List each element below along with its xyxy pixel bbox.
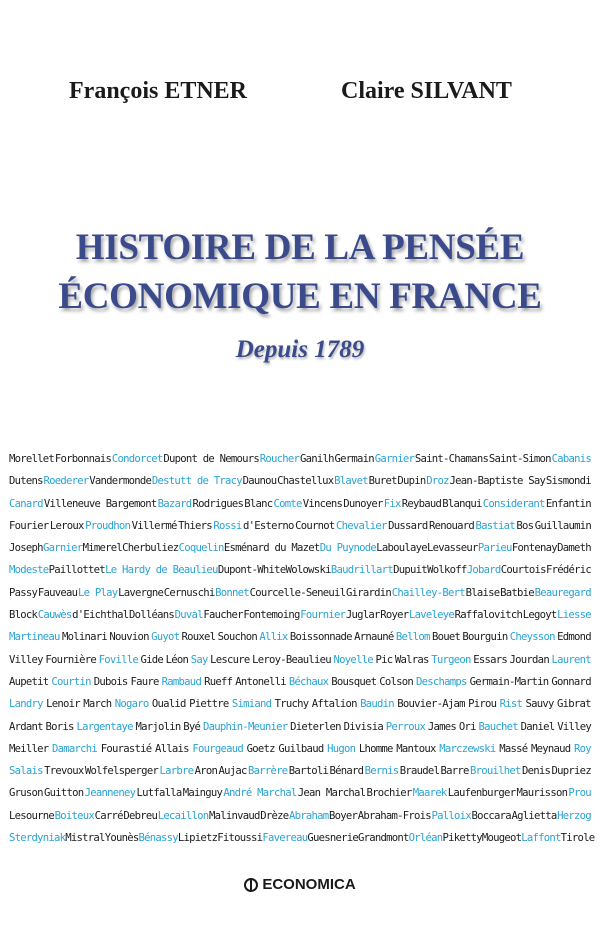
economist-name: Hugon xyxy=(327,742,356,755)
economist-name: Allix xyxy=(259,631,288,644)
economist-name: Courtois xyxy=(500,564,546,577)
economist-name: Juglar xyxy=(345,609,380,622)
economist-name: Droz xyxy=(426,475,449,488)
economist-name: Leroy-Beaulieu xyxy=(252,653,331,666)
economist-name: Guilbaud xyxy=(278,742,324,755)
economist-name: Courtin xyxy=(51,675,91,688)
economist-name: Lavergne xyxy=(118,586,164,599)
economist-name: Byé xyxy=(183,720,201,733)
economist-name: Foville xyxy=(98,653,138,666)
economist-name: Renouard xyxy=(428,519,475,532)
economist-name: Léon xyxy=(165,653,189,666)
economist-name: Mistral xyxy=(65,832,105,845)
author-etner: François ETNER xyxy=(69,78,248,104)
economist-name: Jean Marchal xyxy=(297,787,366,800)
economist-name: James xyxy=(427,720,457,733)
names-line xyxy=(9,559,591,581)
economist-name: Reybaud xyxy=(401,497,442,510)
economist-name: Villermé xyxy=(131,519,177,532)
economist-name: Sismondi xyxy=(545,475,591,488)
economist-name: Carré xyxy=(94,809,123,822)
economist-name: Cernuschi xyxy=(163,586,215,599)
economist-name: Passy xyxy=(9,586,38,599)
economist-name: Fauveau xyxy=(37,586,78,599)
economist-name: Blanc xyxy=(244,497,273,510)
economist-name: Fontemoing xyxy=(243,609,300,622)
economist-name: Roederer xyxy=(43,475,89,488)
publisher-name: ECONOMICA xyxy=(262,876,356,893)
economist-name: Walras xyxy=(394,653,429,666)
economist-name: Allais xyxy=(154,742,189,755)
economist-name: Courcelle-Seneuil xyxy=(249,586,346,599)
economist-name: Daunou xyxy=(242,475,277,488)
economist-name: Béchaux xyxy=(288,675,329,688)
economist-name: Bazard xyxy=(157,497,192,510)
economist-name: Lhomme xyxy=(358,742,393,755)
economist-name: Gruson xyxy=(9,787,43,800)
economist-names-block xyxy=(9,448,595,849)
economist-name: Wolfelsperger xyxy=(84,765,159,778)
economica-logo-icon xyxy=(244,878,258,892)
economist-name: Younès xyxy=(104,832,139,845)
economist-name: Bouvier-Ajam xyxy=(397,698,465,711)
economist-name: Raffalovitch xyxy=(454,609,523,622)
economist-name: Truchy xyxy=(274,698,309,711)
economist-name: Prou xyxy=(568,787,591,800)
economist-name: Bouet xyxy=(431,631,461,644)
economist-name: Bellom xyxy=(395,631,430,644)
economist-name: Barrère xyxy=(247,765,288,778)
names-line xyxy=(9,470,591,492)
economist-name: Debreu xyxy=(123,809,158,822)
economist-name: Grandmont xyxy=(358,832,409,845)
economist-name: Destutt de Tracy xyxy=(151,475,242,488)
economist-name: Blavet xyxy=(334,475,368,488)
economist-name: Boissonnade xyxy=(289,631,352,644)
author-silvant: Claire SILVANT xyxy=(341,78,512,104)
names-line xyxy=(9,604,591,626)
economist-name: Tirole xyxy=(560,832,595,845)
economist-name: Malinvaud xyxy=(208,809,260,822)
economist-name: Massé xyxy=(499,742,528,755)
economist-name: Faure xyxy=(130,675,159,688)
economist-name: March xyxy=(83,698,112,711)
economist-name: Dupont-White xyxy=(217,564,286,577)
economist-name: Morellet xyxy=(9,453,55,465)
economist-name: Dieterlen xyxy=(290,720,341,733)
economist-name: Fournier xyxy=(300,609,346,622)
publisher-logo xyxy=(0,876,600,893)
title-line-2: ÉCONOMIQUE EN FRANCE xyxy=(58,276,542,317)
economist-name: Braudel xyxy=(399,765,440,778)
economist-name: Canard xyxy=(9,497,43,510)
economist-name: Dolléans xyxy=(128,609,175,622)
economist-name: Rueff xyxy=(204,675,233,688)
economist-name: Condorcet xyxy=(111,453,163,465)
economist-name: Fourier xyxy=(9,519,49,532)
economist-name: Considerant xyxy=(482,497,545,510)
economist-name: Girardin xyxy=(346,586,392,599)
economist-name: Fitoussi xyxy=(217,832,263,845)
economist-name: Meiller xyxy=(9,742,49,755)
economist-name: Cabanis xyxy=(551,453,591,465)
economist-name: Cherbuliez xyxy=(122,542,179,555)
economist-name: Gibrat xyxy=(557,698,591,711)
economist-name: Buret xyxy=(368,475,397,488)
economist-name: Noyelle xyxy=(333,653,373,666)
economist-name: Maurisson xyxy=(516,787,568,800)
economist-name: Drèze xyxy=(260,809,289,822)
economist-name: Duval xyxy=(174,609,203,622)
economist-name: Saint-Chamans xyxy=(414,453,489,465)
economist-name: Laffont xyxy=(521,832,561,845)
economist-name: Marjolin xyxy=(135,720,181,733)
economist-name: Royer xyxy=(380,609,409,622)
economist-name: Bartoli xyxy=(288,765,329,778)
names-line xyxy=(9,782,591,804)
economist-name: Germain-Martin xyxy=(469,675,549,688)
economist-name: Fourgeaud xyxy=(192,742,244,755)
economist-name: Mainguy xyxy=(182,787,223,800)
economist-name: Roy xyxy=(573,742,591,755)
economist-name: Levasseur xyxy=(427,542,478,555)
names-line xyxy=(9,515,591,537)
economist-name: Cournot xyxy=(295,519,335,532)
economist-name: Coquelin xyxy=(178,542,224,555)
economist-name: Jeanneney xyxy=(84,787,136,800)
book-subtitle: Depuis 1789 xyxy=(235,336,365,363)
economist-name: Rist xyxy=(499,698,523,711)
economist-name: Fourastié xyxy=(100,742,152,755)
economist-name: Lesourne xyxy=(9,809,55,822)
names-line xyxy=(9,738,591,760)
economist-name: Perroux xyxy=(385,720,426,733)
economist-name: Oualid xyxy=(151,698,186,711)
names-line xyxy=(9,716,591,738)
economist-name: Sterdyniak xyxy=(9,832,66,845)
economist-name: Proudhon xyxy=(85,519,131,532)
economist-name: Bousquet xyxy=(331,675,377,688)
economist-name: Brouilhet xyxy=(470,765,521,778)
economist-name: Garnier xyxy=(42,542,83,555)
economist-name: Jobard xyxy=(466,564,501,577)
economist-name: Comte xyxy=(273,497,302,510)
economist-name: Landry xyxy=(9,698,43,711)
economist-name: Guitton xyxy=(44,787,84,800)
names-line xyxy=(9,827,595,849)
economist-name: Aftalion xyxy=(311,698,357,711)
economist-name: Martineau xyxy=(9,631,60,644)
economist-name: Dauphin-Meunier xyxy=(202,720,288,733)
economist-name: Barre xyxy=(440,765,469,778)
economist-name: Orléan xyxy=(408,832,443,845)
economist-name: Rossi xyxy=(213,519,242,532)
names-line xyxy=(9,649,591,671)
economist-name: Laveleye xyxy=(408,609,454,622)
economist-name: Vincens xyxy=(302,497,343,510)
economist-name: Arnauné xyxy=(354,631,394,644)
economist-name: Dupin xyxy=(397,475,426,488)
economist-name: Denis xyxy=(522,765,551,778)
economist-name: Dupriez xyxy=(551,765,591,778)
economist-name: Larbre xyxy=(159,765,194,778)
economist-name: Largentaye xyxy=(76,720,133,733)
economist-name: Bénassy xyxy=(138,832,178,845)
economist-name: Edmond xyxy=(557,631,591,644)
economist-name: Favereau xyxy=(262,832,308,845)
economist-name: Say xyxy=(190,653,208,666)
economist-name: Thiers xyxy=(178,519,212,532)
economist-name: Jean-Baptiste Say xyxy=(449,475,546,488)
economist-name: Aupetit xyxy=(9,675,49,688)
economist-name: Vandermonde xyxy=(89,475,152,488)
economist-name: Frédéric xyxy=(545,564,591,577)
economist-name: Dupuit xyxy=(393,564,427,577)
economist-name: Wolowski xyxy=(285,564,331,577)
economist-name: Laurent xyxy=(551,653,591,666)
economist-name: Aron xyxy=(194,765,218,778)
economist-name: Du Puynode xyxy=(319,542,376,555)
economist-name: Guillaumin xyxy=(534,519,591,532)
economist-name: Antonelli xyxy=(235,675,286,688)
economist-name: Garnier xyxy=(374,453,415,465)
economist-name: Ardant xyxy=(9,720,43,733)
names-line xyxy=(9,760,591,782)
economist-name: Guyot xyxy=(151,631,180,644)
names-line xyxy=(9,671,591,693)
economist-name: Piettre xyxy=(189,698,229,711)
authors xyxy=(0,78,600,110)
names-line xyxy=(9,805,591,827)
economist-name: Lipietz xyxy=(177,832,218,845)
economist-name: Cauwès xyxy=(37,609,72,622)
economist-name: Joseph xyxy=(9,542,43,555)
economist-name: Bourguin xyxy=(462,631,508,644)
economist-name: Beauregard xyxy=(534,586,591,599)
economist-name: Leroux xyxy=(49,519,84,532)
economist-name: Baudrillart xyxy=(330,564,393,577)
economist-name: André Marchal xyxy=(223,787,297,800)
economist-name: Brochier xyxy=(366,787,412,800)
economist-name: Dussard xyxy=(388,519,428,532)
economist-name: Boccara xyxy=(471,809,511,822)
economist-name: Blaise xyxy=(465,586,500,599)
title-line-1: HISTOIRE DE LA PENSÉE xyxy=(75,227,525,268)
book-title xyxy=(0,223,600,321)
economist-name: Lenoir xyxy=(46,698,80,711)
economist-name: Rambaud xyxy=(161,675,202,688)
economist-name: Dupont de Nemours xyxy=(163,453,259,465)
economist-name: Colson xyxy=(379,675,414,688)
economist-name: Paillottet xyxy=(48,564,105,577)
names-line xyxy=(9,493,591,515)
economist-name: Bastiat xyxy=(475,519,515,532)
economist-name: Villeneuve Bargemont xyxy=(43,497,157,510)
economist-name: Blanqui xyxy=(442,497,482,510)
names-line xyxy=(9,448,591,470)
economist-name: Le Hardy de Beaulieu xyxy=(105,564,218,577)
economist-name: Aglietta xyxy=(511,809,557,822)
economist-name: Bauchet xyxy=(478,720,518,733)
economist-name: Dameth xyxy=(557,542,591,555)
economist-name: Souchon xyxy=(217,631,258,644)
economist-name: Herzog xyxy=(557,809,591,822)
economist-name: Bos xyxy=(516,519,534,532)
economist-name: Chastellux xyxy=(277,475,334,488)
economist-name: Roucher xyxy=(259,453,300,465)
economist-name: Bénard xyxy=(329,765,364,778)
economist-name: Boyer xyxy=(328,809,358,822)
economist-name: Enfantin xyxy=(545,497,591,510)
economist-name: Chailley-Bert xyxy=(391,586,465,599)
economist-name: Marczewski xyxy=(439,742,496,755)
economist-name: Wolkoff xyxy=(427,564,467,577)
economist-name: Daniel xyxy=(520,720,555,733)
economist-name: Abraham xyxy=(288,809,329,822)
economist-name: Esménard du Mazet xyxy=(223,542,320,555)
economist-name: Fournière xyxy=(45,653,96,666)
economist-name: Ganilh xyxy=(299,453,334,465)
economist-name: Essars xyxy=(473,653,507,666)
economist-name: Bernis xyxy=(364,765,399,778)
economist-name: Modeste xyxy=(9,564,49,577)
economist-name: d'Eichthal xyxy=(72,609,129,622)
names-line xyxy=(9,537,591,559)
economist-name: Liesse xyxy=(557,609,591,622)
economist-name: Saint-Simon xyxy=(488,453,551,465)
economist-name: Dutens xyxy=(9,475,43,488)
economist-name: Pirou xyxy=(468,698,497,711)
economist-name: Boiteux xyxy=(54,809,95,822)
economist-name: Dunoyer xyxy=(343,497,383,510)
economist-name: Villey xyxy=(9,653,43,666)
economist-name: Deschamps xyxy=(416,675,467,688)
economist-name: Abraham-Frois xyxy=(357,809,431,822)
economist-name: Forbonnais xyxy=(54,453,112,465)
economist-name: Lescure xyxy=(210,653,250,666)
names-line xyxy=(9,582,591,604)
economist-name: Faucher xyxy=(203,609,243,622)
economist-name: d'Esterno xyxy=(242,519,294,532)
economist-name: Laufenburger xyxy=(447,787,516,800)
economist-name: Batbie xyxy=(500,586,534,599)
economist-name: Ori xyxy=(458,720,476,733)
names-line xyxy=(9,693,591,715)
economist-name: Pic xyxy=(375,653,393,666)
economist-name: Goetz xyxy=(246,742,275,755)
economist-name: Nogaro xyxy=(114,698,149,711)
economist-name: Simiand xyxy=(231,698,272,711)
economist-name: Guesnerie xyxy=(307,832,358,845)
economist-name: Fontenay xyxy=(511,542,557,555)
economist-name: Damarchi xyxy=(52,742,98,755)
economist-name: Maarek xyxy=(412,787,447,800)
economist-name: Trevoux xyxy=(44,765,84,778)
economist-name: Fix xyxy=(383,497,401,510)
economist-name: Villey xyxy=(557,720,591,733)
economist-name: Mimerel xyxy=(82,542,122,555)
economist-name: Lutfalla xyxy=(136,787,182,800)
economist-name: Turgeon xyxy=(431,653,471,666)
names-line xyxy=(9,626,591,648)
economist-name: Meynaud xyxy=(530,742,571,755)
economist-name: Piketty xyxy=(442,832,482,845)
economist-name: Gonnard xyxy=(551,675,591,688)
economist-name: Cheysson xyxy=(509,631,555,644)
economist-name: Laboulaye xyxy=(376,542,427,555)
economist-name: Mougeot xyxy=(481,832,522,845)
economist-name: Rodrigues xyxy=(192,497,244,510)
economist-name: Legoyt xyxy=(522,609,557,622)
economist-name: Gide xyxy=(140,653,164,666)
economist-name: Bonnet xyxy=(215,586,249,599)
economist-name: Baudin xyxy=(360,698,394,711)
economist-name: Parieu xyxy=(477,542,512,555)
economist-name: Salais xyxy=(9,765,43,778)
economist-name: Mantoux xyxy=(396,742,436,755)
economist-name: Germain xyxy=(334,453,374,465)
economist-name: Le Play xyxy=(77,586,118,599)
economist-name: Block xyxy=(9,609,38,622)
economist-name: Rouxel xyxy=(181,631,216,644)
economist-name: Dubois xyxy=(93,675,128,688)
economist-name: Sauvy xyxy=(525,698,554,711)
economist-name: Chevalier xyxy=(335,519,387,532)
economist-name: Nouvion xyxy=(109,631,149,644)
economist-name: Molinari xyxy=(61,631,108,644)
economist-name: Palloix xyxy=(431,809,471,822)
economist-name: Lecaillon xyxy=(157,809,209,822)
economist-name: Divisia xyxy=(343,720,383,733)
economist-name: Aujac xyxy=(218,765,247,778)
economist-name: Boris xyxy=(45,720,74,733)
economist-name: Jourdan xyxy=(509,653,549,666)
